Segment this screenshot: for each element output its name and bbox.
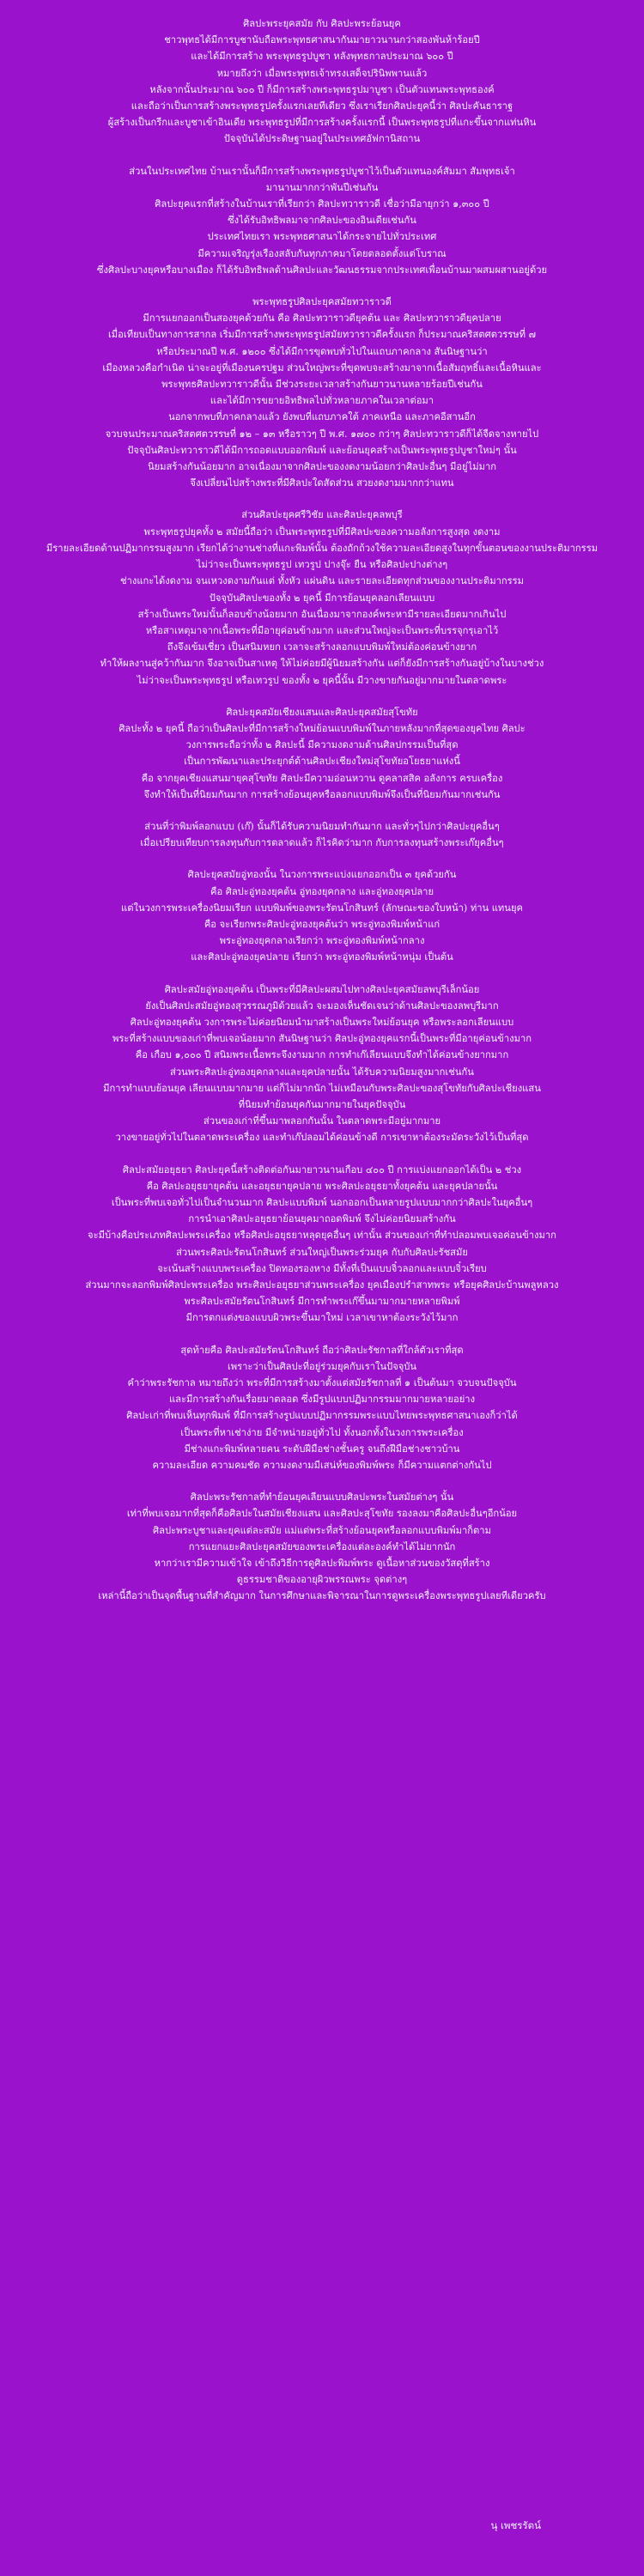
text-line: หมายถึงว่า เมื่อพระพุทธเจ้าทรงเสด็จปรินิพพานแล้ว (216, 67, 428, 79)
text-line: มีความเจริญรุ่งเรืองสลับกันทุกภาคมาโดยตลอดตั้งแต่โบราณ (197, 247, 447, 259)
text-line: ศิลปะยุคแรกที่สร้างในบ้านเราที่เรียกว่า ศิลปะทวาราวดี เชื่อว่ามีอายุกว่า ๑,๓๐๐ ปี (155, 198, 489, 210)
text-line: ผู้สร้างเป็นกรีกและบูชาเข้าอินเดีย พระพุทธรูปที่มีการสร้างครั้งแรกนี้ เป็นพระพุทธรูปที่แกะขึ้นจากแท่นหิน (107, 117, 537, 129)
text-line: พระพุทธรูปยุคทั้ง ๒ สมัยนี้ถือว่า เป็นพระพุทธรูปที่มีศิลปะของความอลังการสูงสุด งดงาม (143, 526, 501, 538)
paragraph-closing (5, 1489, 639, 1604)
text-line: ซึ่งศิลปะบางยุคหรือบางเมือง ก็ได้รับอิทธิพลด้านศิลปะและวัฒนธรรมจากประเทศเพื่อนบ้านมาผสมผสานอยู่ด้วย (96, 264, 548, 276)
text-line: มีการทำแบบย้อนยุค เลียนแบบมากมาย แต่ก็ไม่มากนัก ไม่เหมือนกับพระศิลปะของสุโขทัยกับศิลปะเชียงแสน (103, 1082, 541, 1094)
article-body (5, 15, 639, 1605)
text-line: พระพุทธศิลปะทวาราวดีนั้น มีช่วงระยะเวลาสร้างกันยาวนานหลายร้อยปีเช่นกัน (161, 379, 483, 391)
text-line: เท่าที่พบเจอมากที่สุดก็คือศิลปะในสมัยเชียงแสน และศิลปะสุโขทัย รองลงมาคือศิลปะอื่นๆอีกน้อย (126, 1508, 518, 1520)
text-line: หากว่าเรามีความเข้าใจ เข้าถึงวิธีการดูศิลปะพิมพ์พระ ดูเนื้อหาส่วนของวัสดุที่สร้าง (154, 1558, 490, 1570)
paragraph-late (5, 1162, 639, 1327)
text-line: คือ ศิลปะอยุธยายุคต้น และอยุธยายุคปลาย พระศิลปะอยุธยาทั้งยุคต้น และยุคปลายนั้น (146, 1180, 498, 1192)
text-line: ศิลปะสมัยอู่ทองยุคต้น เป็นพระที่มีศิลปะผสมไปทางศิลปะยุคสมัยลพบุรีเล็กน้อย (164, 983, 480, 995)
text-line: ศิลปะยุคสมัยอู่ทองนั้น ในวงการพระแบ่งแยกออกเป็น ๓ ยุคด้วยกัน (187, 869, 457, 881)
text-line: และได้มีการสร้าง พระพุทธรูปบูชา หลังพุทธกาลประมาณ ๖๐๐ ปี (191, 51, 453, 63)
text-line: ศิลปะเก่าที่พบเห็นทุกพิมพ์ ที่มีการสร้างรูปแบบปฏิมากรรมพระแบบไทยพระพุทธศาสนาเองก็ว่าได้ (126, 1410, 518, 1422)
text-line: ศิลปะทั้ง ๒ ยุคนี้ ถือว่าเป็นศิลปะที่มีการสร้างใหม่ย้อนแบบพิมพ์ในภายหลังมากที่สุดของยุคไทย ศิลปะ (118, 722, 526, 734)
text-line: วงการพระถือว่าทั้ง ๒ ศิลปะนี้ มีความงดงามด้านศิลปกรรมเป็นที่สุด (185, 739, 459, 751)
text-line: ศิลปะพระยุคสมัย กับ ศิลปะพระย้อนยุค (243, 18, 401, 29)
text-line: ประเทศไทยเรา พระพุทธศาสนาได้กระจายไปทั่วประเทศ (207, 231, 437, 243)
text-line: ส่วนศิลปะยุคศรีวิชัย และศิลปะยุคลพบุรี (241, 509, 403, 521)
text-line: และมีการสร้างกันเรื่อยมาตลอด ซึ่งมีรูปแบบปฏิมากรรมมากมายหลายอย่าง (168, 1394, 476, 1406)
text-line: นอกจากพบที่ภาคกลางแล้ว ยังพบที่แถบภาคใต้ ภาคเหนือ และภาคอีสานอีก (168, 411, 476, 423)
text-line: ศิลปะอู่ทองยุคต้น วงการพระไม่ค่อยนิยมนำมาสร้างเป็นพระใหม่ย้อนยุค หรือพระลอกเลียนแบบ (130, 1016, 514, 1028)
text-line: พระศิลปะสมัยรัตนโกสินทร์ มีการทำพระเก๊ขึ้นมามากมายหลายพิมพ์ (184, 1296, 460, 1308)
text-line: ถึงจึงเข้มเชี่ยว เป็นสนิมหยก เวลาจะสร้างลอกแบบพิมพ์ใหม่ต้องค่อนข้างยาก (167, 641, 477, 653)
text-line: เป็นพระที่หาเช่าง่าย มีจำหน่ายอยู่ทั่วไป ทั้งนอกทั้งในวงการพระเครื่อง (180, 1426, 464, 1438)
text-line: คำว่าพระรัชกาล หมายถึงว่า พระที่มีการสร้างมาตั้งแต่สมัยรัชกาลที่ ๑ เป็นต้นมา จวบจนปัจจุบัน (127, 1377, 517, 1389)
text-line: และได้มีการขยายอิทธิพลไปทั่วหลายภาคในเวลาต่อมา (210, 395, 434, 407)
text-line: ทำให้ผลงานสู่คว้ากันมาก จึงอาจเป็นสาเหตุ ให้ไม่ค่อยมีผู้นิยมสร้างกัน แต่ก็ยังมีการสร้างกันอยู่บ้างในบางช่วง (100, 658, 544, 670)
text-line: เป็นการพัฒนาและประยุกต์ด้านศิลปะเชียงใหม่สุโขทัยอโยธยาแห่งนี้ (184, 756, 460, 768)
text-line: หรือสาเหตุมาจากเนื้อพระที่มีอายุค่อนข้างมาก และส่วนใหญ่จะเป็นพระที่บรรจุกรุเอาไว้ (145, 624, 499, 636)
text-line: ส่วนของเก่าที่ขึ้นมาพลอกกันนั้น ในตลาดพระมีอยู่มากมาย (203, 1115, 441, 1127)
paragraph-ayutthaya (5, 866, 639, 965)
text-line: มีการแยกออกเป็นสองยุคด้วยกัน คือ ศิลปะทวาราวดียุคต้น และ ศิลปะทวาราวดียุคปลาย (143, 313, 501, 325)
text-line: มีรายละเอียดด้านปฏิมากรรมสูงมาก เรียกได้ว่างานช่างที่แกะพิมพ์นั้น ต้องถักถ้วงใช้ความละเอียดสูงในทุกขั้นตอนของงานประติมากรรม (46, 542, 598, 554)
text-line: คือ เกือบ ๑,๐๐๐ ปี สนิมพระเนื้อพระจึงงามมาก การทำเก๊เลียนแบบจึงทำได้ค่อนข้างยากมาก (135, 1049, 509, 1061)
text-line: หลังจากนั้นประมาณ ๖๐๐ ปี ก็มีการสร้างพระพุทธรูปมาบูชา เป็นตัวแทนพระพุทธองค์ (149, 83, 495, 95)
text-line: วางขายอยู่ทั่วไปในตลาดพระเครื่อง และทำเก๊ปลอมได้ค่อนข้างดี การเขาหาต้องระมัดระวังไว้เป็นที่สุด (115, 1132, 529, 1144)
text-line: ส่วนพระศิลปะอู่ทองยุคกลางและยุคปลายนั้น ได้รับความนิยมสูงมากเช่นกัน (170, 1066, 474, 1078)
text-line: ไม่ว่าจะเป็นพระพุทธรูป เทวรูป ปางจุ๊ะ ยืน หรือศิลปะปางต่างๆ (196, 559, 448, 571)
text-line: พระอู่ทองยุคกลางเรียกว่า พระอู่ทองพิมพ์หน้ากลาง (219, 935, 425, 947)
paragraph-dvaravati (5, 294, 639, 491)
text-line: เมื่อเปรียบเทียบการลงทุนกับการตลาดแล้ว ก็ไรคิดว่ามาก กับการลงทุนสร้างพระเก๊ยุคอื่นๆ (140, 837, 504, 849)
text-line: สร้างเป็นพระใหม่นั้นก็ลอบข้างน้อยมาก อันเนื่องมาจากองค์พระหามีรายละเอียดมากเกินไป (137, 608, 507, 620)
text-line: ส่วนมากจะลอกพิมพ์ศิลปะพระเครื่อง พระศิลปะอยุธยาส่วนพระเครื่อง ยุคเมืองปรำสาทพระ หรือยุคศิลปะบ้านพลูหลวง (85, 1279, 559, 1291)
text-line: ซึ่งได้รับอิทธิพลมาจากศิลปะของอินเดียเช่นกัน (228, 215, 416, 227)
text-line: เหล่านี้ถือว่าเป็นจุดพื้นฐานที่สำคัญมาก ในการศึกษาและพิจารณาในการดูพระเครื่องพระพุทธรูปเลยทีเดียวครับ (98, 1590, 546, 1602)
text-line: ยังเป็นศิลปะสมัยอู่ทองสุวรรณภูมิด้วยแล้ว จะมองเห็นชัดเจนว่าด้านศิลปะของลพบุรีมาก (145, 999, 499, 1012)
text-line: การนำเอาศิลปะอยุธยาย้อนยุคมาถอดพิมพ์ จึงไม่ค่อยนิยมสร้างกัน (188, 1213, 456, 1225)
text-line: จึงเปลี่ยนไปสร้างพระที่มีศิลปะใดสัดส่วน สวยงดงามมากกว่าแทน (190, 477, 454, 489)
paragraph-summary (5, 1342, 639, 1474)
paragraph-srivijaya (5, 507, 639, 688)
text-line: มีการตกแต่งของแบบผิวพระขึ้นมาใหม่ เวลาเขาหาต้องระวังไว้มาก (185, 1312, 459, 1324)
text-line: ปัจจุบันศิลปะของทั้ง ๒ ยุคนี้ มีการย้อนยุคลอกเลียนแบบ (209, 592, 435, 604)
text-line: ส่วนในประเทศไทย บ้านเรานั้นก็มีการสร้างพระพุทธรูปบูชาไว้เป็นตัวแทนองค์สัมมา สัมพุทธเจ้า (129, 165, 515, 177)
text-line: ศิลปะสมัยอยุธยา ศิลปะยุคนี้สร้างติดต่อกันมายาวนานเกือบ ๔๐๐ ปี การแบ่งแยกออกได้เป็น ๒ ช่วง (122, 1163, 522, 1176)
paragraph-intro (5, 15, 639, 148)
paragraph-uthong (5, 981, 639, 1146)
text-line: พระพุทธรูปศิลปะยุคสมัยทวาราวดี (252, 296, 392, 308)
text-line: การแยกแยะศิลปะยุคสมัยของพระเครื่องแต่ละองค์ทำได้ไม่ยากนัก (188, 1540, 456, 1552)
text-line: คือ จากยุคเชียงแสนมายุคสุโขทัย ศิลปะมีความอ่อนหวาน ดูคลาสสิค อลังการ ครบเครื่อง (141, 772, 503, 784)
author-signature: นุ เพชรรัตน์ (490, 2519, 541, 2531)
text-line: ดูธรรมชาติของอายุผิวพรรณพระ จุดต่างๆ (236, 1574, 408, 1586)
text-line: ส่วนพระศิลปะรัตนโกสินทร์ ส่วนใหญ่เป็นพระร่วมยุค กับกับศิลปะรัชสมัย (176, 1246, 468, 1258)
text-line: คือ จะเรียกพระศิลปะอู่ทองยุคต้นว่า พระอู่ทองพิมพ์หน้าแก่ (204, 918, 440, 930)
text-line: เมื่อเทียบเป็นทางการสากล เริ่มมีการสร้างพระพุทธรูปสมัยทวาราวดีครั้งแรก ก็ประมาณคริสตศตวรรษที่ ๗ (107, 329, 537, 341)
text-line: มานานมากกว่าพันปีเช่นกัน (265, 181, 379, 193)
text-line: ไม่ว่าจะเป็นพระพุทธรูป หรือเทวรูป ของทั้ง ๒ ยุคนี้นั้น มีวางขายกันอยู่มากมายในตลาดพระ (137, 674, 507, 686)
text-line: เป็นพระที่พบเจอทั่วไปเป็นจำนวนมาก ศิลปะแบบพิมพ์ นอกออกเป็นหลายรูปแบบมากกว่าศิลปะในยุคอื่นๆ (111, 1197, 533, 1208)
text-line: พระที่สร้างแบบของเก่าที่พบเจอน้อยมาก สันนิษฐานว่า ศิลปะอู่ทองยุคแรกนี้เป็นพระที่มีอายุค่อนข้างมาก (112, 1033, 532, 1045)
text-line: จะเน้นสร้างแบบพระเครื่อง ปิดทองรองหาง มีทั้งที่เป็นแบบจิ๋วลอกและแบบจิ๋วเรียบ (157, 1262, 487, 1274)
text-line: ที่นิยมทำย้อนยุคกันมากมายในยุคปัจจุบัน (238, 1098, 406, 1110)
text-line: จะมีบ้างคือประเภทศิลปะพระเครื่อง หรือศิลปะอยุธยาหลุดยุคอื่นๆ เท่านั้น ส่วนของเก่าที่ทำปลอมพบเจอค่อนข้างมาก (88, 1230, 556, 1242)
text-line: และศิลปะอู่ทองยุคปลาย เรียกว่า พระอู่ทองพิมพ์หน้าหนุ่ม เป็นต้น (191, 951, 453, 963)
text-line: จวบจนประมาณคริสตศตวรรษที่ ๑๒ – ๑๓ หรือราวๆ ปี พ.ศ. ๑๗๐๐ กว่าๆ ศิลปะทวาราวดีก็ได้จืดจางหายไป (105, 428, 539, 440)
text-line: สุดท้ายคือ ศิลปะสมัยรัตนโกสินทร์ ถือว่าศิลปะรัชกาลที่ใกล้ตัวเราที่สุด (180, 1344, 464, 1356)
text-line: คือ ศิลปะอู่ทองยุคต้น อู่ทองยุคกลาง และอู่ทองยุคปลาย (210, 885, 434, 897)
text-line: เมืองหลวงคือกำเนิด น่าจะอยู่ที่เมืองนครปฐม ส่วนใหญ่พระที่ขุดพบจะสร้างมาจากเนื้อสัมฤทธิ์และเนื้อหินและ (102, 361, 542, 374)
text-line: หรือประมาณปี พ.ศ. ๑๒๐๐ ซึ่งได้มีการขุดพบทั่วไปในแถบภาคกลาง สันนิษฐานว่า (156, 345, 488, 357)
text-line: ส่วนที่ว่าพิมพ์ลอกแบบ (เก๊) นั้นก็ได้รับความนิยมทำกันมาก และทั่วๆไปกว่าศิลปะยุคอื่นๆ (144, 820, 500, 832)
text-line: แต่ในวงการพระเครื่องนิยมเรียก แบบพิมพ์ของพระรัตนโกสินทร์ (ลักษณะของใบหน้า) ท่าน แทนยุค (121, 902, 523, 914)
paragraph-market (5, 818, 639, 851)
text-line: ศิลปะพระรัชกาลที่ทำย้อนยุคเลียนแบบศิลปะพระในสมัยต่างๆ นั้น (190, 1492, 454, 1504)
text-line: จึงทำให้เป็นที่นิยมกันมาก การสร้างย้อนยุคหรือลอกแบบพิมพ์จึงเป็นที่นิยมกันมากเช่นกัน (143, 788, 501, 800)
text-line: ความละเอียด ความคมชัด ความงดงามมีเสน่ห์ของพิมพ์พระ ก็มีความแตกต่างกันไป (152, 1460, 492, 1472)
text-line: ศิลปะยุคสมัยเชียงแสนและศิลปะยุคสมัยสุโขทัย (226, 706, 418, 718)
text-line: นิยมสร้างกันน้อยมาก อาจเนื่องมาจากศิลปะของงดงามน้อยกว่าศิลปะอื่นๆ มีอยู่ไม่มาก (147, 461, 497, 473)
text-line: ปัจจุบันได้ประดิษฐานอยู่ในประเทศอัฟกานิสถาน (223, 133, 421, 145)
paragraph-thailand (5, 163, 639, 278)
paragraph-sukhothai (5, 704, 639, 803)
text-line: ชาวพุทธได้มีการบูชานับถือพระพุทธศาสนากันมายาวนานกว่าสองพันห้าร้อยปี (164, 34, 480, 46)
text-line: ศิลปะพระบูชาและยุคแต่ละสมัย แม่แต่พระที่สร้างย้อนยุคหรือลอกแบบพิมพ์มาก็ตาม (153, 1524, 491, 1536)
text-line: มีช่างแกะพิมพ์หลายคน ระดับฝีมือช่างชั้นครู จนถึงฝีมือช่างชาวบ้าน (184, 1443, 460, 1455)
text-line: และถือว่าเป็นการสร้างพระพุทธรูปครั้งแรกเลยทีเดียว ซึ่งเราเรียกศิลปะยุคนี้ว่า ศิลปะคันธาราฐ (131, 100, 513, 112)
text-line: เพราะว่าเป็นศิลปะที่อยู่ร่วมยุคกับเราในปัจจุบัน (227, 1360, 417, 1372)
text-line: ปัจจุบันศิลปะทวาราวดีได้มีการถอดแบบออกพิมพ์ และย้อนยุคสร้างเป็นพระพุทธรูปบูชาใหม่ๆ นั้น (127, 444, 517, 456)
text-line: ช่างแกะได้งดงาม จนเหวงดงามกันแต่ ทั้งหัว แผ่นดิน และรายละเอียดทุกส่วนของงานประติมากรรม (119, 575, 525, 587)
